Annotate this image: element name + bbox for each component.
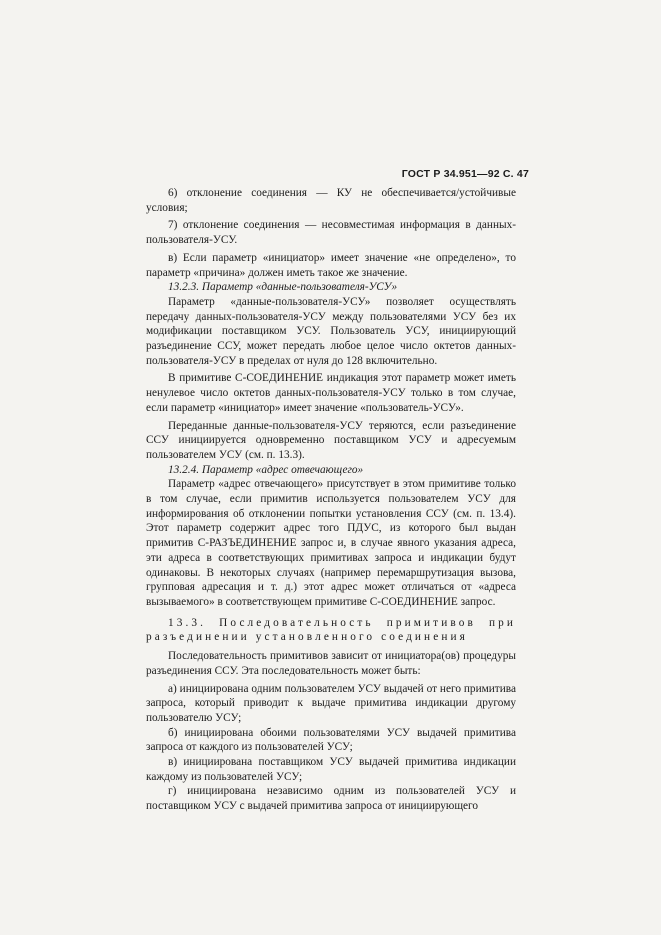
section-heading: 13.2.3. Параметр «данные-пользователя-УСУ» xyxy=(168,281,398,294)
paragraph: Переданные данные-пользователя-УСУ теряются, если разъединение ССУ инициируется одновременно поставщиком УСУ и адресуемым пользователем УСУ (см. п. 13.3). xyxy=(146,419,516,461)
document-body xyxy=(146,186,516,814)
paragraph: Параметр «данные-пользователя-УСУ» позволяет осуществлять передачу данных-пользователя-УСУ между пользователями УСУ без их модификации поставщиком УСУ. Пользователь УСУ, инициирующий разъединение ССУ, может передать любое целое число октетов данных-пользователя-УСУ в пределах от нуля до 128 включительно. xyxy=(146,295,516,367)
paragraph: Параметр «адрес отвечающего» присутствует в этом примитиве только в том случае, если примитив используется пользователем УСУ для информирования об отклонении попытки установления ССУ (см. п. 13.4). Этот параметр содержит адрес того ПДУС, из которого был выдан примитив С-РАЗЪЕДИНЕНИЕ запрос и, в случае явного указания адреса, эти адреса в соответствующих примитивах запроса и индикации будут одинаковы. В некоторых случаях (например перемаршрутизация вызова, групповая адресация и т. д.) этот адрес может отличаться от «адреса вызываемого» в соответствующем примитиве С-СОЕДИНЕНИЕ запрос. xyxy=(146,478,516,608)
paragraph: Последовательность примитивов зависит от инициатора(ов) процедуры разъединения ССУ. Эта последовательность может быть: xyxy=(146,650,516,677)
paragraph: в) Если параметр «инициатор» имеет значение «не определено», то параметр «причина» должен иметь такое же значение. xyxy=(146,251,516,279)
list-item: в) инициирована поставщиком УСУ выдачей примитива индикации каждому из пользователей УСУ; xyxy=(146,756,516,783)
page-header: ГОСТ Р 34.951—92 С. 47 xyxy=(401,168,529,180)
list-item: б) инициирована обоими пользователями УСУ выдачей примитива запроса от каждого из пользователей УСУ; xyxy=(146,726,516,754)
section-heading-spaced: 13.3. Последовательность примитивов при разъединении установленного соединения xyxy=(146,616,516,644)
paragraph: В примитиве С-СОЕДИНЕНИЕ индикация этот параметр может иметь ненулевое число октетов данных-пользователя-УСУ только в том случае, если параметр «инициатор» имеет значение «пользователь-УСУ». xyxy=(146,372,516,414)
list-item: а) инициирована одним пользователем УСУ выдачей от него примитива запроса, который приводит к выдаче примитива индикации другому пользователю УСУ; xyxy=(146,682,516,724)
paragraph: 7) отклонение соединения — несовместимая информация в данных-пользователя-УСУ. xyxy=(146,219,516,247)
list-item: г) инициирована независимо одним из пользователей УСУ и поставщиком УСУ с выдачей примитива запроса от инициирующего xyxy=(146,785,516,813)
section-heading: 13.2.4. Параметр «адрес отвечающего» xyxy=(168,463,364,476)
paragraph: 6) отклонение соединения — КУ не обеспечивается/устойчивые условия; xyxy=(146,187,516,214)
